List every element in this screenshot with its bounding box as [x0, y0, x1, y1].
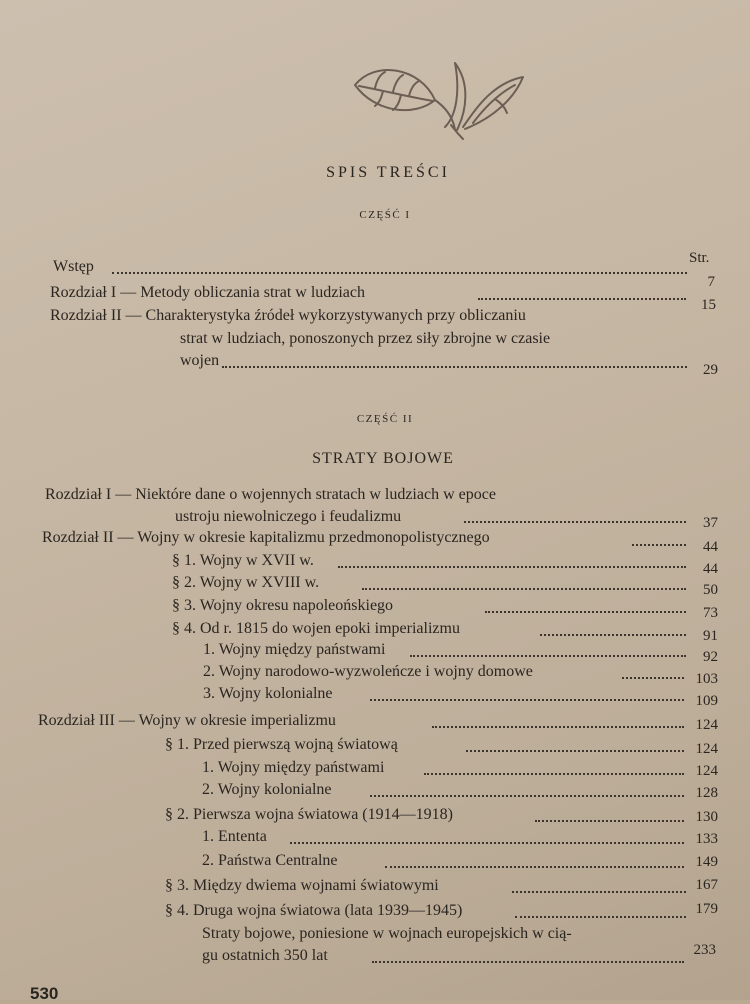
section-title: STRATY BOJOWE	[312, 450, 454, 467]
book-page: SPIS TREŚCI CZĘŚĆ I Str. Wstęp 7 Rozdział I — Metody obliczania strat w ludziach 15 Rozdział II — Charakterystyka źródeł wykorzystywanych przy obliczaniu strat w ludziach, ponoszonych przez siły zbrojne w czasie wojen 29 CZĘŚĆ II STRATY BOJOWE Rozdział I — Niektóre dane o wojennych stratach w ludziach w epoce ustroju niewolniczego i feudalizmu 37 Rozdział II — Wojny w okresie kapitalizmu przedmonopolistycznego 44 § 1. Wojny w XVII w. 44 § 2. Wojny w XVIII w. 50 § 3. Wojny okresu napoleońskiego 73 § 4. Od r. 1815 do wojen epoki imperializmu 91 1. Wojny między państwami 92 2. Wojny narodowo-wyzwoleńcze i wojny domowe 103 3. Wojny kolonialne 109 Rozdział III — Wojny w okresie imperializmu 124 § 1. Przed pierwszą wojną światową 124 1. Wojny między państwami 124 2. Wojny kolonialne 128 § 2. Pierwsza wojna światowa (1914—1918) 130 1. Ententa 133 2. Państwa Centralne 149 § 3. Między dwiema wojnami światowymi 167 § 4. Druga wojna światowa (lata 1939—1945) 179 Straty bojowe, poniesione w wojnach europejskich w cią- gu ostatnich 350 lat 233 530	[0, 0, 750, 1000]
page-number: 530	[30, 984, 59, 1003]
leaf-ornament-icon	[345, 55, 530, 140]
page-column-label: Str.	[689, 250, 710, 266]
part-one-label: CZĘŚĆ I	[359, 209, 411, 221]
part-two-label: CZĘŚĆ II	[356, 413, 414, 425]
toc-heading: SPIS TREŚCI	[326, 164, 450, 181]
